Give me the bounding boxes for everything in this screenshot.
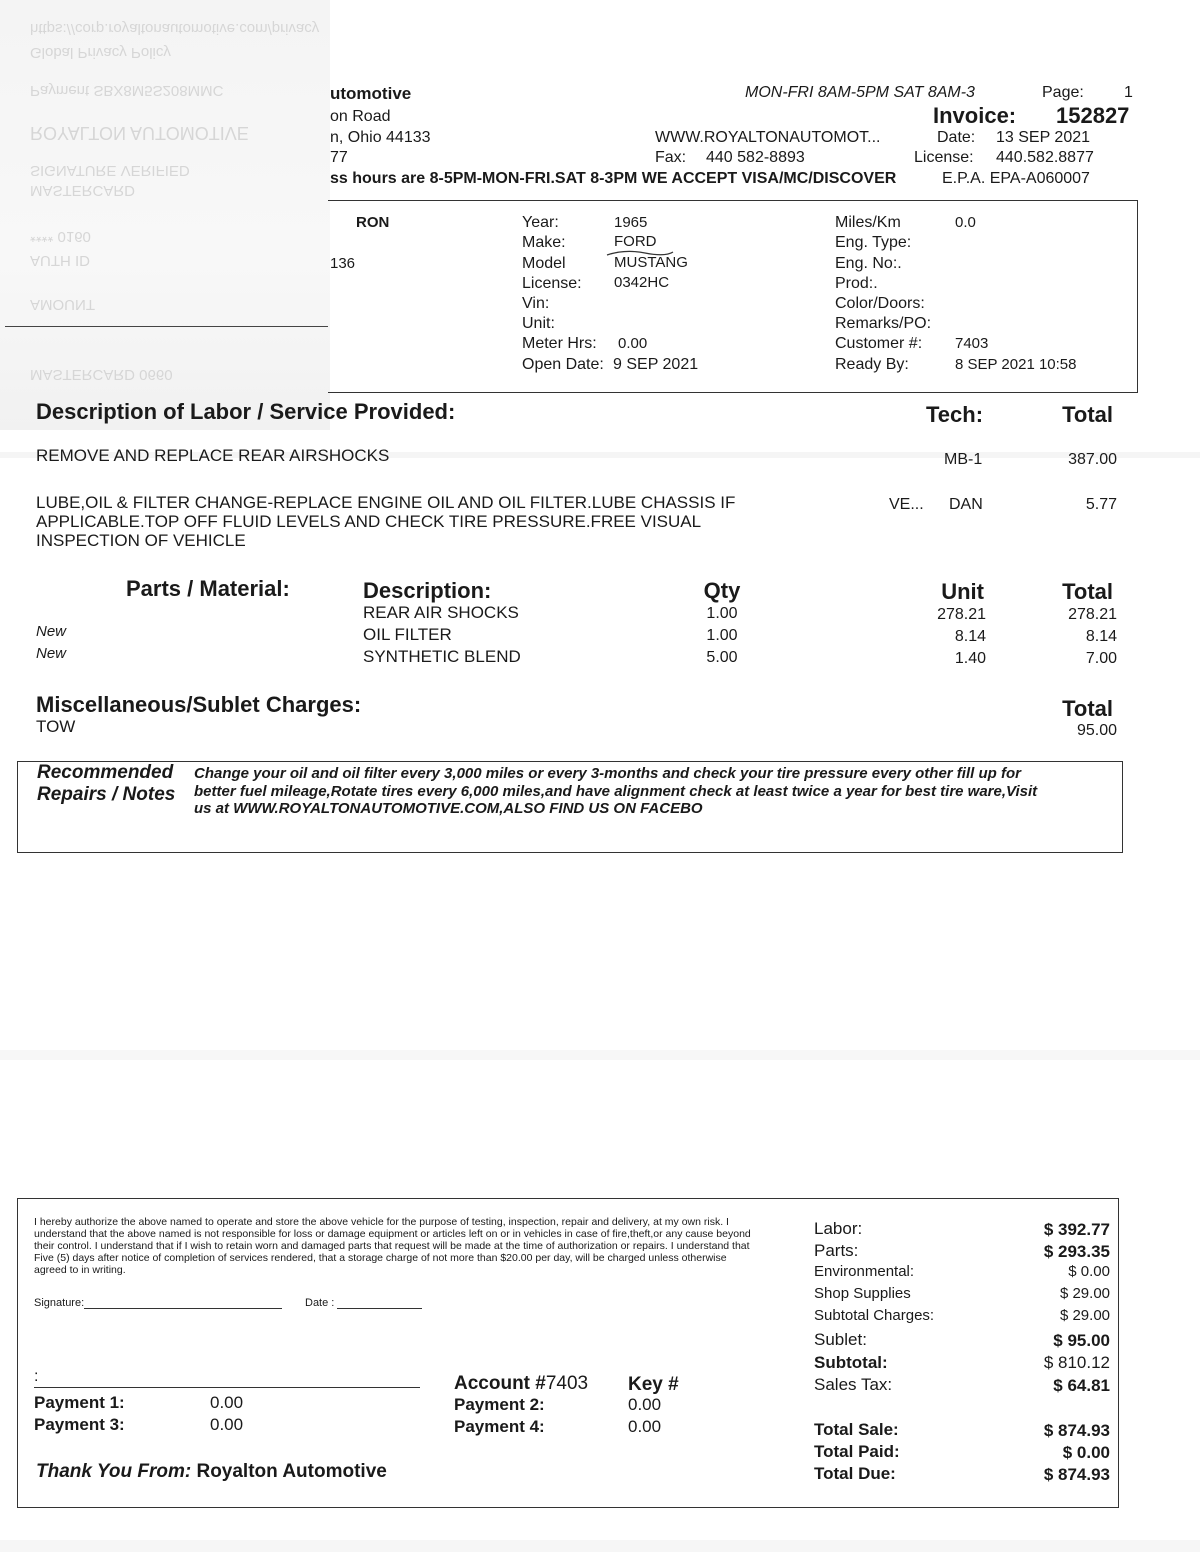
receipt-line: https://corp.royaltonautomotive.com/privacy: [30, 20, 320, 37]
signature-field[interactable]: [34, 1296, 282, 1309]
signature-line: [84, 1296, 282, 1309]
parts-qty-heading: Qty: [703, 578, 741, 603]
customer-line2: 136: [330, 255, 356, 272]
payment2-value: 0.00: [628, 1395, 662, 1414]
date-field[interactable]: [305, 1296, 422, 1309]
vin-label: Vin:: [522, 295, 550, 312]
shop-address-line2: n, Ohio 44133: [330, 129, 431, 146]
parts-total-heading: Total: [1062, 579, 1113, 604]
labor-total-label: Labor:: [814, 1219, 863, 1238]
shop-supplies-value: $ 29.00: [1059, 1285, 1110, 1302]
part-qty: 1.00: [706, 627, 738, 644]
tech-heading: Tech:: [926, 402, 984, 427]
notes-label: Repairs / Notes: [37, 784, 176, 805]
receipt-line: **** 0160: [30, 228, 91, 245]
page-label: Page:: [1042, 84, 1084, 101]
total-paid-label: Total Paid:: [814, 1442, 900, 1461]
receipt-line: Global Privacy Policy: [30, 44, 171, 61]
subtotal-charges-value: $ 29.00: [1059, 1307, 1110, 1324]
part-total: 7.00: [1085, 650, 1117, 667]
blank-field-line: [34, 1387, 420, 1388]
meter-label: Meter Hrs:: [522, 335, 597, 352]
receipt-line: SIGNATURE VERIFIED: [30, 162, 190, 179]
customer-number-label: Customer #:: [835, 335, 923, 352]
part-qty: 1.00: [706, 605, 738, 622]
total-due-value: $ 874.93: [1043, 1465, 1110, 1484]
year-label: Year:: [522, 214, 559, 231]
remarks-label: Remarks/PO:: [835, 315, 932, 332]
labor-heading: Description of Labor / Service Provided:: [36, 399, 456, 424]
labor-item-tech: DAN: [949, 496, 983, 513]
total-due-label: Total Due:: [814, 1464, 896, 1483]
payment4-label: Payment 4:: [454, 1417, 545, 1436]
part-qty: 5.00: [706, 649, 738, 666]
miles-value: 0.0: [955, 214, 976, 231]
payment3-value: 0.00: [210, 1415, 244, 1434]
ready-by-label: Ready By:: [835, 356, 909, 373]
misc-total-heading: Total: [1062, 696, 1113, 721]
shop-hours: MON-FRI 8AM-5PM SAT 8AM-3: [745, 84, 975, 101]
eng-no-label: Eng. No:.: [835, 255, 902, 272]
model-label: Model: [522, 255, 566, 272]
license-label: License:: [914, 149, 974, 166]
part-unit-price: 278.21: [937, 606, 986, 623]
part-unit-price: 8.14: [954, 628, 986, 645]
account-value: 7403: [545, 1373, 589, 1394]
parts-desc-heading: Description:: [363, 578, 492, 603]
open-date-value: 9 SEP 2021: [613, 356, 699, 373]
total-sale-value: $ 874.93: [1043, 1421, 1110, 1440]
labor-item-total: 387.00: [1068, 451, 1117, 468]
part-desc: OIL FILTER: [363, 625, 452, 644]
part-desc: SYNTHETIC BLEND: [363, 647, 521, 666]
part-total: 278.21: [1068, 606, 1117, 623]
fax-label: Fax:: [655, 149, 687, 166]
vehicle-plate: 0342HC: [614, 274, 670, 291]
payment1-label: Payment 1:: [34, 1393, 125, 1412]
fax-number: 440 582-8893: [706, 149, 805, 166]
shop-supplies-label: Shop Supplies: [814, 1285, 911, 1302]
customer-number: 7403: [955, 335, 989, 352]
part-condition: New: [36, 645, 67, 662]
ready-by-value: 8 SEP 2021 10:58: [955, 356, 1077, 373]
parts-unit-heading: Unit: [941, 579, 984, 604]
receipt-line: AMOUNT: [30, 296, 95, 313]
shop-phone: 77: [330, 149, 348, 166]
misc-heading: Miscellaneous/Sublet Charges:: [36, 692, 362, 717]
make-label: Make:: [522, 234, 566, 251]
blank-field-colon: :: [34, 1368, 39, 1385]
scan-artifact: [0, 1050, 1200, 1060]
vehicle-model: MUSTANG: [614, 254, 688, 271]
labor-item-desc: LUBE,OIL & FILTER CHANGE-REPLACE ENGINE OIL AND OIL FILTER.LUBE CHASSIS IF APPLICABLE.TOP OFF FLUID LEVELS AND CHECK TIRE PRESSURE.FREE VISUAL INSPECTION OF VEHICLE: [36, 493, 736, 550]
receipt-edge-line: [5, 326, 328, 327]
account-label: Account #: [454, 1373, 546, 1394]
subtotal-charges-label: Subtotal Charges:: [814, 1307, 935, 1324]
thank-you-label: Thank You From:: [36, 1461, 192, 1482]
authorization-text: I hereby authorize the above named to operate and store the above vehicle for the purpose of testing, inspection, repair and delivery, at my own risk. I understand that the above named is not responsible for loss or damage equipment or articles left on or in vehicles in case of fire,theft,or any cause beyond their control. I understand that if I wish to retain worn and damaged parts that request will be made at the time of authorization or repairs. I understand that Five (5) days after notice of completion of services rendered, that a storage charge of not more than $20.00 per day, will be charged unless otherwise agreed to in writing.: [34, 1216, 751, 1276]
signature-label: Signature:: [34, 1297, 85, 1309]
eng-type-label: Eng. Type:: [835, 234, 912, 251]
payment1-value: 0.00: [210, 1393, 244, 1412]
open-date-label: Open Date:: [522, 356, 604, 373]
key-label: Key #: [628, 1374, 679, 1395]
misc-amount: 95.00: [1076, 722, 1117, 739]
shop-website: WWW.ROYALTONAUTOMOT...: [655, 129, 881, 146]
environmental-label: Environmental:: [814, 1263, 915, 1280]
business-hours-note: ss hours are 8-5PM-MON-FRI.SAT 8-3PM WE ACCEPT VISA/MC/DISCOVER: [330, 170, 897, 187]
prod-label: Prod:.: [835, 275, 878, 292]
scan-artifact: [0, 1540, 1200, 1552]
sales-tax-label: Sales Tax:: [814, 1375, 893, 1394]
thank-you-shop: Royalton Automotive: [196, 1461, 387, 1482]
parts-total-value: $ 293.35: [1043, 1242, 1110, 1261]
labor-item-code: VE...: [889, 496, 924, 513]
sales-tax-value: $ 64.81: [1053, 1376, 1110, 1395]
subtotal-value: $ 810.12: [1043, 1353, 1110, 1372]
subtotal-label: Subtotal:: [814, 1353, 888, 1372]
labor-item-total: 5.77: [1085, 496, 1117, 513]
payment2-label: Payment 2:: [454, 1395, 545, 1414]
payment3-label: Payment 3:: [34, 1415, 125, 1434]
notes-text: better fuel mileage,Rotate tires every 6,000 miles,and have alignment check at least twice a year for best tire ware,Visit: [194, 783, 1038, 800]
meter-value: 0.00: [618, 335, 648, 352]
notes-label: Recommended: [37, 762, 174, 783]
license-number: 440.582.8877: [996, 149, 1094, 166]
account-number: [454, 1373, 588, 1395]
thank-you-line: [36, 1461, 387, 1483]
epa-number: E.P.A. EPA-A060007: [942, 170, 1090, 187]
invoice-label: Invoice:: [933, 103, 1017, 128]
receipt-line: MASTERCARD 0660: [30, 366, 173, 383]
invoice-number: 152827: [1056, 103, 1130, 128]
color-doors-label: Color/Doors:: [835, 295, 925, 312]
shop-name: utomotive: [330, 84, 412, 103]
notes-text: Change your oil and oil filter every 3,000 miles or every 3-months and check your tire pressure every other fill up for: [194, 765, 1021, 782]
vehicle-make: FORD: [614, 233, 657, 250]
invoice-date: 13 SEP 2021: [996, 129, 1091, 146]
receipt-line: Payment SBX8M5S208MMC: [30, 82, 224, 99]
date-label: Date:: [937, 129, 976, 146]
signature-date-label: Date :: [305, 1297, 335, 1309]
labor-total-heading: Total: [1062, 402, 1113, 427]
part-unit-price: 1.40: [954, 650, 986, 667]
part-total: 8.14: [1085, 628, 1117, 645]
plate-label: License:: [522, 275, 582, 292]
sublet-label: Sublet:: [814, 1330, 867, 1349]
customer-name: RON: [356, 214, 390, 231]
misc-item: TOW: [36, 717, 76, 736]
date-line: [337, 1296, 422, 1309]
unit-label: Unit:: [522, 315, 555, 332]
notes-text: us at WWW.ROYALTONAUTOMOTIVE.COM,ALSO FIND US ON FACEBO: [194, 800, 703, 817]
parts-heading: Parts / Material:: [126, 576, 290, 601]
miles-label: Miles/Km: [835, 214, 901, 231]
sublet-value: $ 95.00: [1053, 1331, 1110, 1350]
page-number: 1: [1124, 84, 1133, 101]
shop-address-line1: on Road: [330, 108, 391, 125]
payment4-value: 0.00: [628, 1417, 662, 1436]
vehicle-year: 1965: [614, 214, 648, 231]
receipt-scrap: [0, 0, 330, 430]
part-desc: REAR AIR SHOCKS: [363, 603, 519, 622]
part-condition: New: [36, 623, 67, 640]
total-paid-value: $ 0.00: [1062, 1443, 1110, 1462]
receipt-line: MASTERCARD: [30, 182, 136, 199]
environmental-value: $ 0.00: [1068, 1263, 1110, 1280]
parts-total-label: Parts:: [814, 1241, 859, 1260]
labor-item-tech: MB-1: [944, 451, 983, 468]
receipt-line: ROYALTON AUTOMOTIVE: [30, 123, 249, 143]
labor-total-value: $ 392.77: [1043, 1220, 1110, 1239]
receipt-line: AUTH ID: [30, 252, 90, 269]
labor-item-desc: REMOVE AND REPLACE REAR AIRSHOCKS: [36, 446, 390, 465]
total-sale-label: Total Sale:: [814, 1420, 899, 1439]
